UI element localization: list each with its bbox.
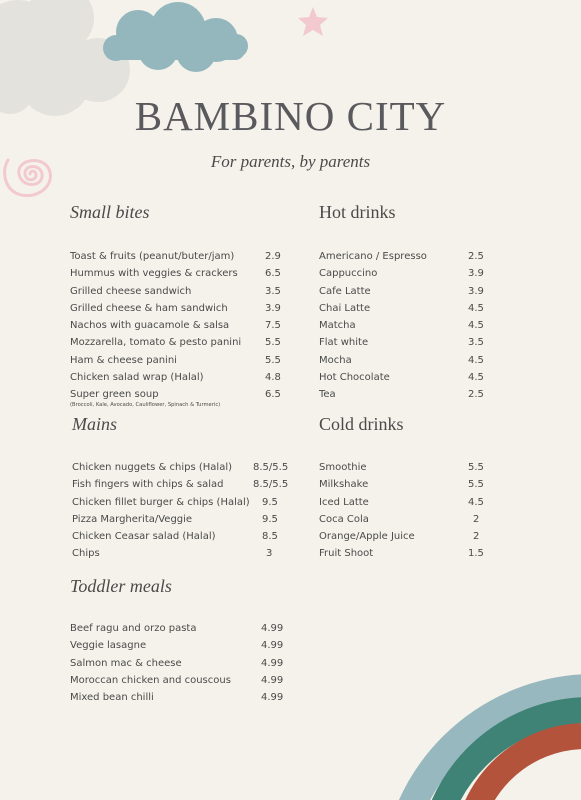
item-name: Cafe Latte <box>319 285 371 297</box>
menu-item <box>70 334 290 351</box>
item-price: 4.8 <box>265 372 281 384</box>
item-name: Super green soup <box>70 389 159 401</box>
item-name: Toast & fruits (peanut/buter/jam) <box>70 251 235 262</box>
menu-item <box>319 334 499 351</box>
mains-heading: Mains <box>72 414 117 434</box>
item-price: 1.5 <box>468 548 484 560</box>
item-name: Chicken salad wrap (Halal) <box>70 372 204 384</box>
item-name: Mocha <box>319 354 352 366</box>
menu-item <box>70 637 290 654</box>
menu-item <box>72 511 292 528</box>
item-price: 4.99 <box>261 674 284 686</box>
item-name: Tea <box>319 389 336 401</box>
item-name: Hot Chocolate <box>319 372 390 384</box>
menu-item <box>72 476 292 493</box>
item-name: Cappuccino <box>319 268 378 280</box>
item-name: Pizza Margherita/Veggie <box>72 513 193 525</box>
item-name: Salmon mac & cheese <box>70 657 182 669</box>
item-name: Chai Latte <box>319 302 371 314</box>
item-name: Mozzarella, tomato & pesto panini <box>70 337 242 349</box>
item-name: Hummus with veggies & crackers <box>70 268 238 280</box>
menu-item <box>319 265 499 282</box>
item-name: Grilled cheese & ham sandwich <box>70 302 228 314</box>
rainbow-decoration <box>380 640 581 800</box>
menu-item <box>319 369 499 386</box>
item-name: Matcha <box>319 320 356 332</box>
item-price: 5.5 <box>265 337 281 349</box>
item-price: 7.5 <box>265 320 281 332</box>
menu-item <box>70 689 290 706</box>
item-price: 8.5/5.5 <box>253 462 289 473</box>
item-price: 3.5 <box>265 285 281 297</box>
item-name: Smoothie <box>319 462 367 473</box>
item-name: Ham & cheese panini <box>70 354 177 366</box>
menu-item <box>70 283 290 300</box>
item-name: Coca Cola <box>319 513 369 525</box>
item-name: Milkshake <box>319 479 369 491</box>
small-bites-section <box>70 202 290 409</box>
item-name: Veggie lasagne <box>70 640 147 652</box>
item-price: 5.5 <box>468 479 484 491</box>
mains-section <box>72 414 292 563</box>
item-name: Beef ragu and orzo pasta <box>70 623 197 634</box>
item-name: Nachos with guacamole & salsa <box>70 320 230 332</box>
item-price: 3.5 <box>468 337 484 349</box>
item-price: 5.5 <box>265 354 281 366</box>
star-decoration <box>296 6 330 38</box>
menu-item <box>319 248 499 265</box>
item-name: Mixed bean chilli <box>70 692 154 704</box>
item-name: Chicken nuggets & chips (Halal) <box>72 462 232 473</box>
small-bites-heading: Small bites <box>70 202 150 222</box>
menu-item <box>72 528 292 545</box>
item-price: 4.5 <box>468 372 484 384</box>
item-name: Fruit Shoot <box>319 548 374 560</box>
item-price: 2 <box>473 513 480 525</box>
toddler-meals-section <box>70 576 290 706</box>
menu-item <box>319 300 499 317</box>
item-name: Orange/Apple Juice <box>319 531 415 543</box>
blue-cloud-decoration <box>98 0 253 80</box>
item-name: Grilled cheese sandwich <box>70 285 192 297</box>
hot-drinks-heading: Hot drinks <box>319 202 396 222</box>
menu-item <box>70 655 290 672</box>
item-price: 8.5 <box>262 531 278 543</box>
soup-ingredients-note: (Broccoli, Kale, Avocado, Cauliflower, Spinach & Turmeric) <box>70 401 221 408</box>
item-name: Chicken fillet burger & chips (Halal) <box>72 496 250 508</box>
menu-item <box>319 352 499 369</box>
menu-item <box>70 317 290 334</box>
item-price: 4.5 <box>468 354 484 366</box>
item-price: 8.5/5.5 <box>253 479 289 491</box>
spiral-decoration <box>0 140 70 205</box>
item-price: 2 <box>473 531 480 543</box>
item-price: 3.9 <box>265 302 281 314</box>
menu-item <box>319 283 499 300</box>
menu-item <box>70 265 290 282</box>
menu-item <box>70 672 290 689</box>
item-name: Americano / Espresso <box>319 251 427 262</box>
item-price: 6.5 <box>265 268 281 280</box>
menu-item <box>72 494 292 511</box>
cold-drinks-section <box>319 414 499 563</box>
item-price: 4.99 <box>261 623 284 634</box>
menu-item <box>319 545 499 562</box>
menu-item <box>70 300 290 317</box>
item-price: 2.5 <box>468 251 484 262</box>
menu-item <box>319 528 499 545</box>
item-name: Moroccan chicken and couscous <box>70 674 231 686</box>
menu-item <box>70 352 290 369</box>
menu-item <box>319 511 499 528</box>
menu-item <box>72 545 292 562</box>
cold-drinks-heading: Cold drinks <box>319 414 404 434</box>
menu-item <box>319 476 499 493</box>
item-price: 3.9 <box>468 285 484 297</box>
menu-item <box>70 248 290 265</box>
item-price: 4.99 <box>261 657 284 669</box>
item-price: 4.99 <box>261 640 284 652</box>
item-name: Chips <box>72 548 100 560</box>
menu-item <box>319 459 499 476</box>
item-price: 9.5 <box>262 513 278 525</box>
menu-item <box>319 494 499 511</box>
item-name: Iced Latte <box>319 496 369 508</box>
menu-item <box>72 459 292 476</box>
item-name: Fish fingers with chips & salad <box>72 479 224 491</box>
item-price: 4.5 <box>468 302 484 314</box>
toddler-meals-heading: Toddler meals <box>70 576 172 596</box>
item-price: 9.5 <box>262 496 278 508</box>
item-price: 4.5 <box>468 320 484 332</box>
item-price: 2.5 <box>468 389 484 401</box>
menu-item <box>319 386 499 403</box>
menu-item <box>70 369 290 386</box>
item-price: 4.5 <box>468 496 484 508</box>
menu-item <box>319 317 499 334</box>
item-price: 5.5 <box>468 462 484 473</box>
menu-item <box>70 620 290 637</box>
hot-drinks-section <box>319 202 499 404</box>
item-price: 3.9 <box>468 268 484 280</box>
item-price: 3 <box>266 548 273 560</box>
tagline: For parents, by parents <box>210 152 371 171</box>
item-name: Chicken Ceasar salad (Halal) <box>72 531 216 543</box>
item-name: Flat white <box>319 337 369 349</box>
page-title: BAMBINO CITY <box>134 93 447 139</box>
item-price: 6.5 <box>265 389 281 401</box>
menu-item <box>70 386 290 403</box>
item-price: 2.9 <box>265 251 281 262</box>
item-price: 4.99 <box>261 692 284 704</box>
